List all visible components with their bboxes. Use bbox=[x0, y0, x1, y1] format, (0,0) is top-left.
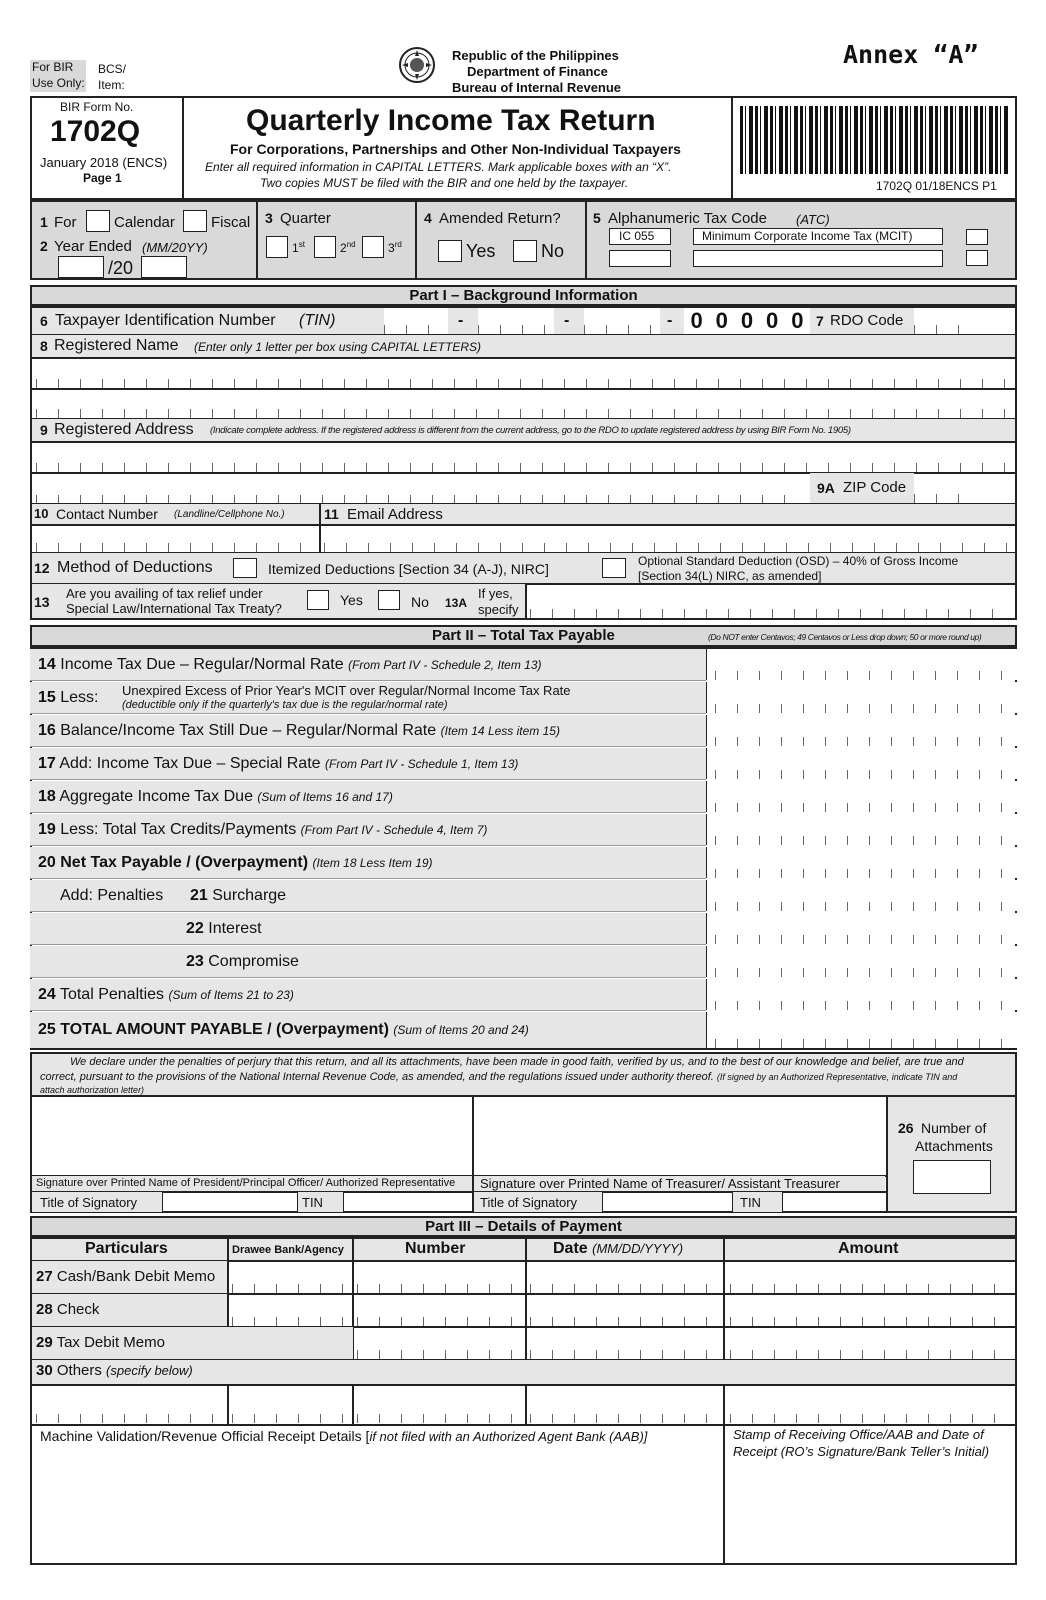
amount-20-input[interactable] bbox=[706, 847, 1017, 878]
item-13a-label-1: If yes, bbox=[478, 586, 513, 601]
quarter-2-label: 2nd bbox=[340, 240, 356, 255]
item-8-hint: (Enter only 1 letter per box using CAPITAL LETTERS) bbox=[194, 340, 482, 354]
contact-number-input[interactable] bbox=[36, 536, 314, 552]
registered-address-line-1[interactable] bbox=[36, 454, 1011, 472]
page-title: Quarterly Income Tax Return bbox=[246, 104, 656, 137]
form-subtitle: For Corporations, Partnerships and Other Non-Individual Taxpayers bbox=[230, 141, 681, 157]
row-29-label: Tax Debit Memo bbox=[56, 1334, 165, 1351]
row-15 bbox=[30, 682, 706, 714]
row-27-label: Cash/Bank Debit Memo bbox=[56, 1268, 216, 1285]
row-28-number: 28 bbox=[36, 1301, 53, 1318]
registered-address-line-2[interactable] bbox=[36, 486, 806, 504]
item-4-label: Amended Return? bbox=[439, 210, 561, 227]
machine-validation-hint: if not filed with an Authorized Agent Bank (AAB)] bbox=[369, 1429, 648, 1444]
row-21-label: Surcharge bbox=[212, 887, 287, 904]
cash-amount-input[interactable] bbox=[730, 1282, 1010, 1293]
president-title-label: Title of Signatory bbox=[40, 1195, 138, 1210]
tin-dash-2: - bbox=[564, 312, 570, 329]
item-9-number: 9 bbox=[40, 422, 48, 438]
row-24-label: Total Penalties bbox=[59, 986, 165, 1003]
osd-checkbox[interactable] bbox=[602, 558, 626, 578]
row-22 bbox=[30, 913, 706, 945]
stamp-label-2: Receipt (RO’s Signature/Bank Teller’s Initial) bbox=[733, 1444, 990, 1459]
calendar-checkbox[interactable] bbox=[86, 210, 110, 232]
item-3-number: 3 bbox=[265, 210, 273, 226]
part-3-header: Part III – Details of Payment bbox=[30, 1216, 1017, 1237]
quarter-1-label: 1st bbox=[292, 240, 305, 255]
atc-code-field-2[interactable] bbox=[609, 250, 671, 267]
item-9-label: Registered Address bbox=[54, 421, 194, 438]
bureau-text: Bureau of Internal Revenue bbox=[452, 80, 622, 95]
tin-branch-code[interactable] bbox=[684, 308, 810, 334]
row-20-hint: (Item 18 Less Item 19) bbox=[312, 856, 433, 870]
col-date: Date bbox=[553, 1240, 588, 1257]
page-number: Page 1 bbox=[83, 171, 122, 185]
row-19 bbox=[30, 814, 706, 846]
tax-relief-yes-label: Yes bbox=[340, 592, 363, 608]
item-5-label: Alphanumeric Tax Code bbox=[608, 210, 767, 227]
amount-24-input[interactable] bbox=[706, 979, 1017, 1010]
item-8-label: Registered Name bbox=[54, 337, 179, 354]
item-2-hint: (MM/20YY) bbox=[142, 240, 208, 255]
row-25-label: TOTAL AMOUNT PAYABLE / (Overpayment) bbox=[60, 1021, 389, 1038]
tin-branch-digit: 0 bbox=[715, 308, 728, 333]
zip-code-input[interactable] bbox=[914, 486, 980, 503]
machine-validation-label: Machine Validation/Revenue Official Receipt Details [ bbox=[40, 1428, 370, 1444]
row-20 bbox=[30, 847, 706, 879]
item-13-label-1: Are you availing of tax relief under bbox=[66, 586, 263, 601]
row-19-number: 19 bbox=[38, 821, 56, 838]
row-16-label: Balance/Income Tax Still Due – Regular/Normal Rate bbox=[60, 722, 437, 739]
treasurer-title-label: Title of Signatory bbox=[480, 1195, 578, 1210]
tin-branch-digit: 0 bbox=[766, 308, 779, 333]
row-21-number: 21 bbox=[190, 887, 208, 904]
item-2-label: Year Ended bbox=[54, 238, 132, 255]
row-20-number: 20 bbox=[38, 854, 56, 871]
atc-code-field[interactable]: IC 055 bbox=[609, 228, 671, 245]
amount-15-input[interactable] bbox=[706, 682, 1017, 713]
row-16-number: 16 bbox=[38, 722, 56, 739]
row-16-hint: (Item 14 Less item 15) bbox=[440, 724, 560, 738]
item-label: Item: bbox=[98, 78, 125, 92]
quarter-1-checkbox[interactable] bbox=[266, 236, 288, 258]
penalties-label: Penalties bbox=[97, 887, 164, 904]
others-specify-input[interactable] bbox=[36, 1412, 222, 1423]
fiscal-label: Fiscal bbox=[211, 214, 251, 231]
row-18-label: Aggregate Income Tax Due bbox=[59, 788, 253, 805]
cash-drawee-input[interactable] bbox=[232, 1282, 348, 1293]
check-number-input[interactable] bbox=[357, 1315, 521, 1326]
atc-description-field-2[interactable] bbox=[693, 250, 943, 267]
row-22-number: 22 bbox=[186, 920, 204, 937]
fiscal-checkbox[interactable] bbox=[183, 210, 207, 232]
tax-relief-no-label: No bbox=[411, 594, 429, 610]
item-6-hint: (TIN) bbox=[299, 312, 336, 329]
tax-relief-specify-input[interactable] bbox=[530, 603, 1010, 618]
amount-21-input[interactable] bbox=[706, 880, 1017, 911]
row-23-number: 23 bbox=[186, 953, 204, 970]
part-2-title: Part II – Total Tax Payable bbox=[432, 627, 615, 644]
form-date: January 2018 (ENCS) bbox=[40, 155, 168, 170]
row-15-number: 15 bbox=[38, 689, 56, 706]
atc-checkbox-2[interactable] bbox=[966, 250, 988, 266]
tin-input-1[interactable] bbox=[384, 318, 448, 334]
amended-yes-label: Yes bbox=[466, 241, 496, 261]
quarter-2-checkbox[interactable] bbox=[314, 236, 336, 258]
cash-number-input[interactable] bbox=[357, 1282, 521, 1293]
col-date-hint: (MM/DD/YYYY) bbox=[592, 1241, 684, 1256]
centavos-note: (Do NOT enter Centavos; 49 Centavos or Less drop down; 50 or more round up) bbox=[708, 632, 982, 642]
tin-branch-digit: 0 bbox=[791, 308, 804, 333]
item-2-number: 2 bbox=[40, 238, 48, 254]
osd-label-1: Optional Standard Deduction (OSD) – 40% of Gross Income bbox=[638, 554, 959, 568]
stamp-label-1: Stamp of Receiving Office/AAB and Date of bbox=[733, 1427, 984, 1442]
machine-validation-area bbox=[33, 1448, 721, 1563]
row-14-number: 14 bbox=[38, 656, 56, 673]
row-25 bbox=[30, 1012, 706, 1048]
calendar-label: Calendar bbox=[114, 214, 175, 231]
president-title-input[interactable] bbox=[162, 1192, 297, 1212]
item-3-label: Quarter bbox=[280, 210, 331, 227]
amount-23-input[interactable] bbox=[706, 946, 1017, 977]
president-signature-label: Signature over Printed Name of President/Principal Officer/ Authorized Representative bbox=[36, 1177, 456, 1189]
item-9a-label: ZIP Code bbox=[843, 479, 907, 496]
department-text: Department of Finance bbox=[467, 64, 608, 79]
row-17-label: Add: Income Tax Due – Special Rate bbox=[59, 755, 321, 772]
item-26-label-1: Number of bbox=[921, 1120, 987, 1136]
item-6-number: 6 bbox=[40, 313, 48, 329]
row-16 bbox=[30, 715, 706, 747]
treasurer-title-input[interactable] bbox=[602, 1192, 732, 1212]
treasurer-tin-label: TIN bbox=[740, 1195, 761, 1210]
instruction-2: Two copies MUST be filed with the BIR and one held by the taxpayer. bbox=[260, 176, 629, 190]
tdm-date-input[interactable] bbox=[530, 1348, 718, 1359]
item-5-hint: (ATC) bbox=[796, 212, 830, 227]
tin-dash-1: - bbox=[458, 312, 464, 329]
row-28-label: Check bbox=[56, 1301, 100, 1318]
others-drawee-input[interactable] bbox=[232, 1412, 348, 1423]
osd-label-2: [Section 34(L) NIRC, as amended] bbox=[638, 569, 822, 583]
row-17-number: 17 bbox=[38, 755, 56, 772]
item-12-label: Method of Deductions bbox=[57, 559, 213, 576]
treasurer-signature-label: Signature over Printed Name of Treasurer/ Assistant Treasurer bbox=[480, 1176, 840, 1191]
others-date-input[interactable] bbox=[530, 1412, 718, 1423]
email-address-input[interactable] bbox=[324, 536, 1010, 552]
republic-text: Republic of the Philippines bbox=[452, 48, 619, 63]
row-17 bbox=[30, 748, 706, 780]
tax-relief-no-checkbox[interactable] bbox=[378, 590, 400, 610]
for-bir-label: For BIR bbox=[32, 60, 74, 74]
itemized-deductions-label: Itemized Deductions [Section 34 (A-J), NIRC] bbox=[268, 561, 549, 577]
item-10-hint: (Landline/Cellphone No.) bbox=[174, 509, 285, 520]
year-input[interactable] bbox=[141, 256, 187, 278]
row-18-number: 18 bbox=[38, 788, 56, 805]
atc-description-field[interactable]: Minimum Corporate Income Tax (MCIT) bbox=[693, 228, 943, 245]
item-4-number: 4 bbox=[424, 210, 432, 226]
tin-branch-digit: 0 bbox=[690, 308, 703, 333]
president-tin-label: TIN bbox=[302, 1195, 323, 1210]
item-7-number: 7 bbox=[816, 313, 824, 329]
tdm-number-input[interactable] bbox=[357, 1348, 521, 1359]
amount-19-input[interactable] bbox=[706, 814, 1017, 845]
tin-dash-3: - bbox=[667, 312, 673, 329]
rdo-code-input[interactable] bbox=[914, 318, 980, 334]
item-13a-number: 13A bbox=[445, 596, 468, 610]
row-17-hint: (From Part IV - Schedule 1, Item 13) bbox=[325, 757, 519, 771]
bir-seal-icon bbox=[398, 46, 436, 84]
item-10-number: 10 bbox=[34, 506, 49, 521]
others-number-input[interactable] bbox=[357, 1412, 521, 1423]
row-21 bbox=[30, 880, 706, 912]
item-9-hint: (Indicate complete address. If the registered address is different from the current address, go to the RDO to update registered address by using BIR Form No. 1905) bbox=[210, 425, 851, 436]
annex-label: Annex “A” bbox=[843, 40, 979, 69]
row-15-hint: (deductible only if the quarterly's tax due is the regular/normal rate) bbox=[122, 699, 448, 711]
stamp-area bbox=[726, 1462, 1014, 1562]
row-15-less: Less: bbox=[60, 689, 99, 706]
form-no-label: BIR Form No. bbox=[60, 100, 134, 114]
amended-no-checkbox[interactable] bbox=[513, 240, 537, 262]
form-number: 1702Q bbox=[50, 115, 141, 148]
row-29-number: 29 bbox=[36, 1334, 53, 1351]
amount-16-input[interactable] bbox=[706, 715, 1017, 746]
row-14-hint: (From Part IV - Schedule 2, Item 13) bbox=[348, 658, 542, 672]
row-18-hint: (Sum of Items 16 and 17) bbox=[257, 790, 393, 804]
item-26-number: 26 bbox=[898, 1120, 914, 1136]
declaration-line-1: We declare under the penalties of perjury that this return, and all its attachments, have been made in good faith, verified by us, and to the best of our knowledge and belief, are true and bbox=[70, 1056, 964, 1068]
row-25-hint: (Sum of Items 20 and 24) bbox=[393, 1023, 529, 1037]
barcode-code: 1702Q 01/18ENCS P1 bbox=[876, 179, 997, 193]
atc-checkbox-1[interactable] bbox=[966, 229, 988, 245]
year-prefix: /20 bbox=[108, 258, 134, 278]
others-amount-input[interactable] bbox=[730, 1412, 1010, 1423]
treasurer-signature-area[interactable] bbox=[475, 1097, 884, 1175]
row-30-label: Others bbox=[56, 1362, 102, 1379]
add-label: Add: bbox=[60, 887, 93, 904]
row-14-label: Income Tax Due – Regular/Normal Rate bbox=[60, 656, 344, 673]
president-tin-input[interactable] bbox=[343, 1192, 472, 1212]
amount-14-input[interactable] bbox=[706, 649, 1017, 680]
row-30-number: 30 bbox=[36, 1362, 53, 1379]
amount-22-input[interactable] bbox=[706, 913, 1017, 944]
quarter-3-checkbox[interactable] bbox=[362, 236, 384, 258]
president-signature-area[interactable] bbox=[33, 1097, 470, 1175]
row-27-number: 27 bbox=[36, 1268, 53, 1285]
itemized-deductions-checkbox[interactable] bbox=[233, 558, 257, 578]
col-amount: Amount bbox=[838, 1240, 899, 1257]
check-drawee-input[interactable] bbox=[232, 1315, 348, 1326]
tin-input-2[interactable] bbox=[478, 318, 554, 334]
year-month-input[interactable] bbox=[58, 256, 104, 278]
row-23 bbox=[30, 946, 706, 978]
row-18 bbox=[30, 781, 706, 813]
attachments-count-input[interactable] bbox=[913, 1160, 991, 1194]
col-particulars: Particulars bbox=[85, 1240, 168, 1257]
item-7-label: RDO Code bbox=[830, 312, 904, 329]
check-date-input[interactable] bbox=[530, 1315, 718, 1326]
declaration-line-3: attach authorization letter) bbox=[40, 1085, 145, 1095]
item-13-label-2: Special Law/International Tax Treaty? bbox=[66, 601, 282, 616]
item-13a-label-2: specify bbox=[478, 602, 519, 617]
check-amount-input[interactable] bbox=[730, 1315, 1010, 1326]
row-30-hint: (specify below) bbox=[106, 1363, 193, 1378]
item-11-number: 11 bbox=[324, 506, 339, 522]
amount-18-input[interactable] bbox=[706, 781, 1017, 812]
row-24 bbox=[30, 979, 706, 1011]
tin-input-3[interactable] bbox=[584, 318, 660, 334]
item-8-number: 8 bbox=[40, 338, 48, 354]
item-10-label: Contact Number bbox=[56, 506, 158, 522]
amount-17-input[interactable] bbox=[706, 748, 1017, 779]
item-5-number: 5 bbox=[593, 210, 601, 226]
row-24-hint: (Sum of Items 21 to 23) bbox=[168, 988, 294, 1002]
registered-name-line-1[interactable] bbox=[36, 370, 1011, 388]
bcs-label: BCS/ bbox=[98, 62, 127, 76]
registered-name-line-2[interactable] bbox=[36, 400, 1011, 418]
col-number: Number bbox=[405, 1240, 466, 1257]
item-9a-number: 9A bbox=[817, 480, 835, 496]
row-24-number: 24 bbox=[38, 986, 56, 1003]
row-14 bbox=[30, 649, 706, 681]
item-6-label: Taxpayer Identification Number bbox=[55, 312, 276, 329]
declaration-line-2: correct, pursuant to the provisions of the National Internal Revenue Code, as amended, and the regulations issued under authority thereof. bbox=[40, 1071, 714, 1083]
item-1-label: For bbox=[54, 214, 77, 231]
part-1-header: Part I – Background Information bbox=[30, 285, 1017, 306]
row-22-label: Interest bbox=[208, 920, 262, 937]
row-19-label: Less: Total Tax Credits/Payments bbox=[60, 821, 297, 838]
item-11-label: Email Address bbox=[347, 506, 443, 523]
item-12-number: 12 bbox=[34, 560, 50, 576]
row-23-label: Compromise bbox=[208, 953, 299, 970]
cash-date-input[interactable] bbox=[530, 1282, 718, 1293]
tdm-amount-input[interactable] bbox=[730, 1348, 1010, 1359]
amended-yes-checkbox[interactable] bbox=[438, 240, 462, 262]
row-19-hint: (From Part IV - Schedule 4, Item 7) bbox=[300, 823, 488, 837]
instruction-1: Enter all required information in CAPITAL LETTERS. Mark applicable boxes with an “X”. bbox=[205, 160, 672, 174]
item-26-label-2: Attachments bbox=[915, 1138, 993, 1154]
row-20-label: Net Tax Payable / (Overpayment) bbox=[60, 854, 309, 871]
row-15-label: Unexpired Excess of Prior Year's MCIT over Regular/Normal Income Tax Rate bbox=[122, 683, 571, 698]
tin-branch-digit: 0 bbox=[740, 308, 754, 333]
quarter-3-label: 3rd bbox=[388, 240, 402, 255]
item-13-number: 13 bbox=[34, 594, 50, 610]
treasurer-tin-input[interactable] bbox=[782, 1192, 886, 1212]
amended-no-label: No bbox=[541, 241, 565, 261]
row-25-number: 25 bbox=[38, 1021, 56, 1038]
barcode-icon bbox=[740, 106, 1010, 174]
use-only-label: Use Only: bbox=[32, 76, 85, 90]
item-1-number: 1 bbox=[40, 214, 48, 230]
amount-25-input[interactable] bbox=[706, 1012, 1017, 1048]
col-drawee-bank: Drawee Bank/Agency bbox=[232, 1244, 344, 1256]
tax-relief-yes-checkbox[interactable] bbox=[307, 590, 329, 610]
declaration-line-2b: (If signed by an Authorized Representative, indicate TIN and bbox=[716, 1072, 958, 1082]
